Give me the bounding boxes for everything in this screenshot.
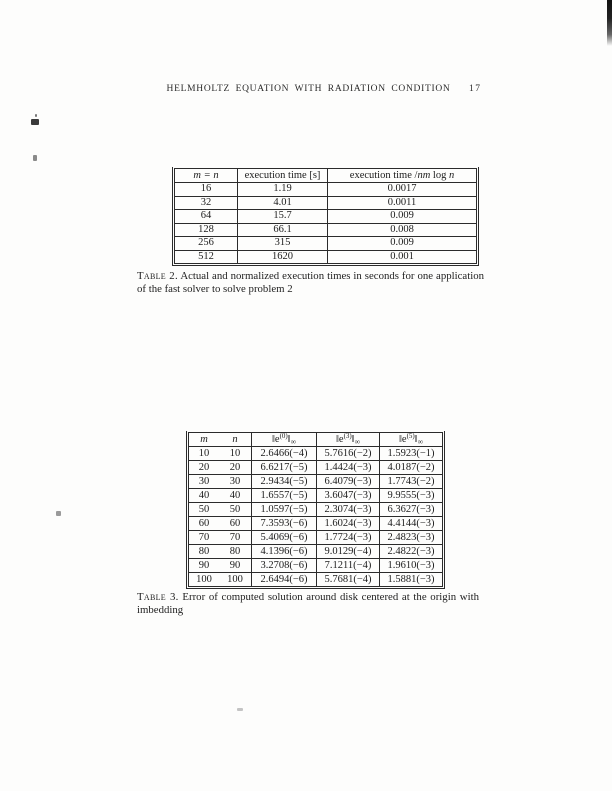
table-row — [189, 447, 443, 461]
column-header-execution-time: execution time [s] — [238, 169, 328, 183]
table-cell: 4.01 — [238, 196, 328, 210]
table-cell: 20 — [219, 461, 252, 475]
page-number: 17 — [469, 84, 482, 94]
execution-times-table — [172, 167, 479, 266]
scan-edge-artifact — [607, 0, 612, 46]
running-head-title: HELMHOLTZ EQUATION WITH RADIATION CONDITION — [166, 84, 451, 94]
table-cell: 10 — [219, 447, 252, 461]
column-header-error-norm-0: $‖e^{(0)}‖_\infty$ — [252, 433, 317, 447]
table-cell: 16 — [175, 183, 238, 197]
table-cell: 0.0017 — [328, 183, 477, 197]
table-cell: 100 — [189, 573, 220, 587]
table-cell: 3.6047(−3) — [317, 489, 380, 503]
table-row — [189, 475, 443, 489]
table-cell: 1.5923(−1) — [380, 447, 443, 461]
table-cell: 2.4823(−3) — [380, 531, 443, 545]
table-cell: 50 — [219, 503, 252, 517]
table-cell: 4.4144(−3) — [380, 517, 443, 531]
table-cell: 40 — [219, 489, 252, 503]
table-cell: 512 — [175, 250, 238, 264]
table-cell: 60 — [219, 517, 252, 531]
table-cell: 40 — [189, 489, 220, 503]
table-cell: 80 — [219, 545, 252, 559]
table-row — [175, 237, 477, 251]
table-cell: 9.9555(−3) — [380, 489, 443, 503]
table-row — [189, 461, 443, 475]
table-row — [189, 559, 443, 573]
table3-caption — [137, 591, 479, 616]
table-cell: 32 — [175, 196, 238, 210]
table-row — [189, 489, 443, 503]
table-cell: 100 — [219, 573, 252, 587]
scan-speck — [31, 119, 39, 125]
table-cell: 64 — [175, 210, 238, 224]
table-cell: 5.7681(−4) — [317, 573, 380, 587]
table-header-row — [175, 169, 477, 183]
table-cell: 90 — [189, 559, 220, 573]
table-cell: 5.7616(−2) — [317, 447, 380, 461]
table-cell: 0.0011 — [328, 196, 477, 210]
table-cell: 30 — [219, 475, 252, 489]
scan-speck — [35, 114, 37, 117]
table-cell: 315 — [238, 237, 328, 251]
table-cell: 1.7724(−3) — [317, 531, 380, 545]
column-header-mn: m = n — [175, 169, 238, 183]
table-row — [189, 517, 443, 531]
table-row — [189, 503, 443, 517]
table-cell: 1.7743(−2) — [380, 475, 443, 489]
table-cell: 1.4424(−3) — [317, 461, 380, 475]
table-cell: 9.0129(−4) — [317, 545, 380, 559]
table-cell: 5.4069(−6) — [252, 531, 317, 545]
table-cell: 0.009 — [328, 237, 477, 251]
table-cell: 4.1396(−6) — [252, 545, 317, 559]
table-cell: 50 — [189, 503, 220, 517]
table-row — [189, 573, 443, 587]
table-cell: 1.5881(−3) — [380, 573, 443, 587]
table-cell: 80 — [189, 545, 220, 559]
table-cell: 15.7 — [238, 210, 328, 224]
table3-caption-text: Error of computed solution around disk centered at the origin with imbedding — [137, 591, 479, 616]
table-cell: 6.6217(−5) — [252, 461, 317, 475]
table-cell: 1.6024(−3) — [317, 517, 380, 531]
table-cell: 10 — [189, 447, 220, 461]
table-cell: 90 — [219, 559, 252, 573]
table3-caption-label: Table 3. — [137, 591, 179, 603]
column-header-error-norm-5: $‖e^{(5)}‖_\infty$ — [380, 433, 443, 447]
table-cell: 2.3074(−3) — [317, 503, 380, 517]
table-row — [175, 183, 477, 197]
table-cell: 1.6557(−5) — [252, 489, 317, 503]
table-cell: 70 — [189, 531, 220, 545]
error-table-body — [189, 447, 443, 587]
table-cell: 2.6494(−6) — [252, 573, 317, 587]
error-table — [186, 431, 445, 589]
table2-caption-label: Table 2. — [137, 270, 178, 282]
table-cell: 0.001 — [328, 250, 477, 264]
table-row — [189, 531, 443, 545]
table-row — [175, 250, 477, 264]
table2-caption-text: Actual and normalized execution times in seconds for one application of the fast solver to solve problem 2 — [137, 270, 485, 295]
column-header-m: m — [189, 433, 220, 447]
table-row — [175, 196, 477, 210]
table-cell: 2.6466(−4) — [252, 447, 317, 461]
table-row — [189, 545, 443, 559]
table-cell: 0.009 — [328, 210, 477, 224]
column-header-n: n — [219, 433, 252, 447]
table-cell: 0.008 — [328, 223, 477, 237]
table-cell: 20 — [189, 461, 220, 475]
table-cell: 6.3627(−3) — [380, 503, 443, 517]
table-cell: 30 — [189, 475, 220, 489]
table-row — [175, 223, 477, 237]
table-cell: 1.19 — [238, 183, 328, 197]
table2-caption — [137, 270, 484, 295]
execution-times-body — [175, 183, 477, 264]
table-cell: 7.3593(−6) — [252, 517, 317, 531]
table-cell: 3.2708(−6) — [252, 559, 317, 573]
table-cell: 70 — [219, 531, 252, 545]
scan-speck — [56, 511, 61, 516]
column-header-normalized-time: execution time /nm log n — [328, 169, 477, 183]
table-header-row — [189, 433, 443, 447]
column-header-error-norm-3: $‖e^{(3)}‖_\infty$ — [317, 433, 380, 447]
table-cell: 66.1 — [238, 223, 328, 237]
table-cell: 6.4079(−3) — [317, 475, 380, 489]
table-cell: 60 — [189, 517, 220, 531]
table-cell: 1.0597(−5) — [252, 503, 317, 517]
table-cell: 2.4822(−3) — [380, 545, 443, 559]
table-row — [175, 210, 477, 224]
table-cell: 1620 — [238, 250, 328, 264]
table-cell: 2.9434(−5) — [252, 475, 317, 489]
table-cell: 128 — [175, 223, 238, 237]
table-cell: 4.0187(−2) — [380, 461, 443, 475]
table-cell: 1.9610(−3) — [380, 559, 443, 573]
table-cell: 7.1211(−4) — [317, 559, 380, 573]
table-cell: 256 — [175, 237, 238, 251]
scan-speck — [237, 708, 243, 711]
scan-speck — [33, 155, 37, 161]
